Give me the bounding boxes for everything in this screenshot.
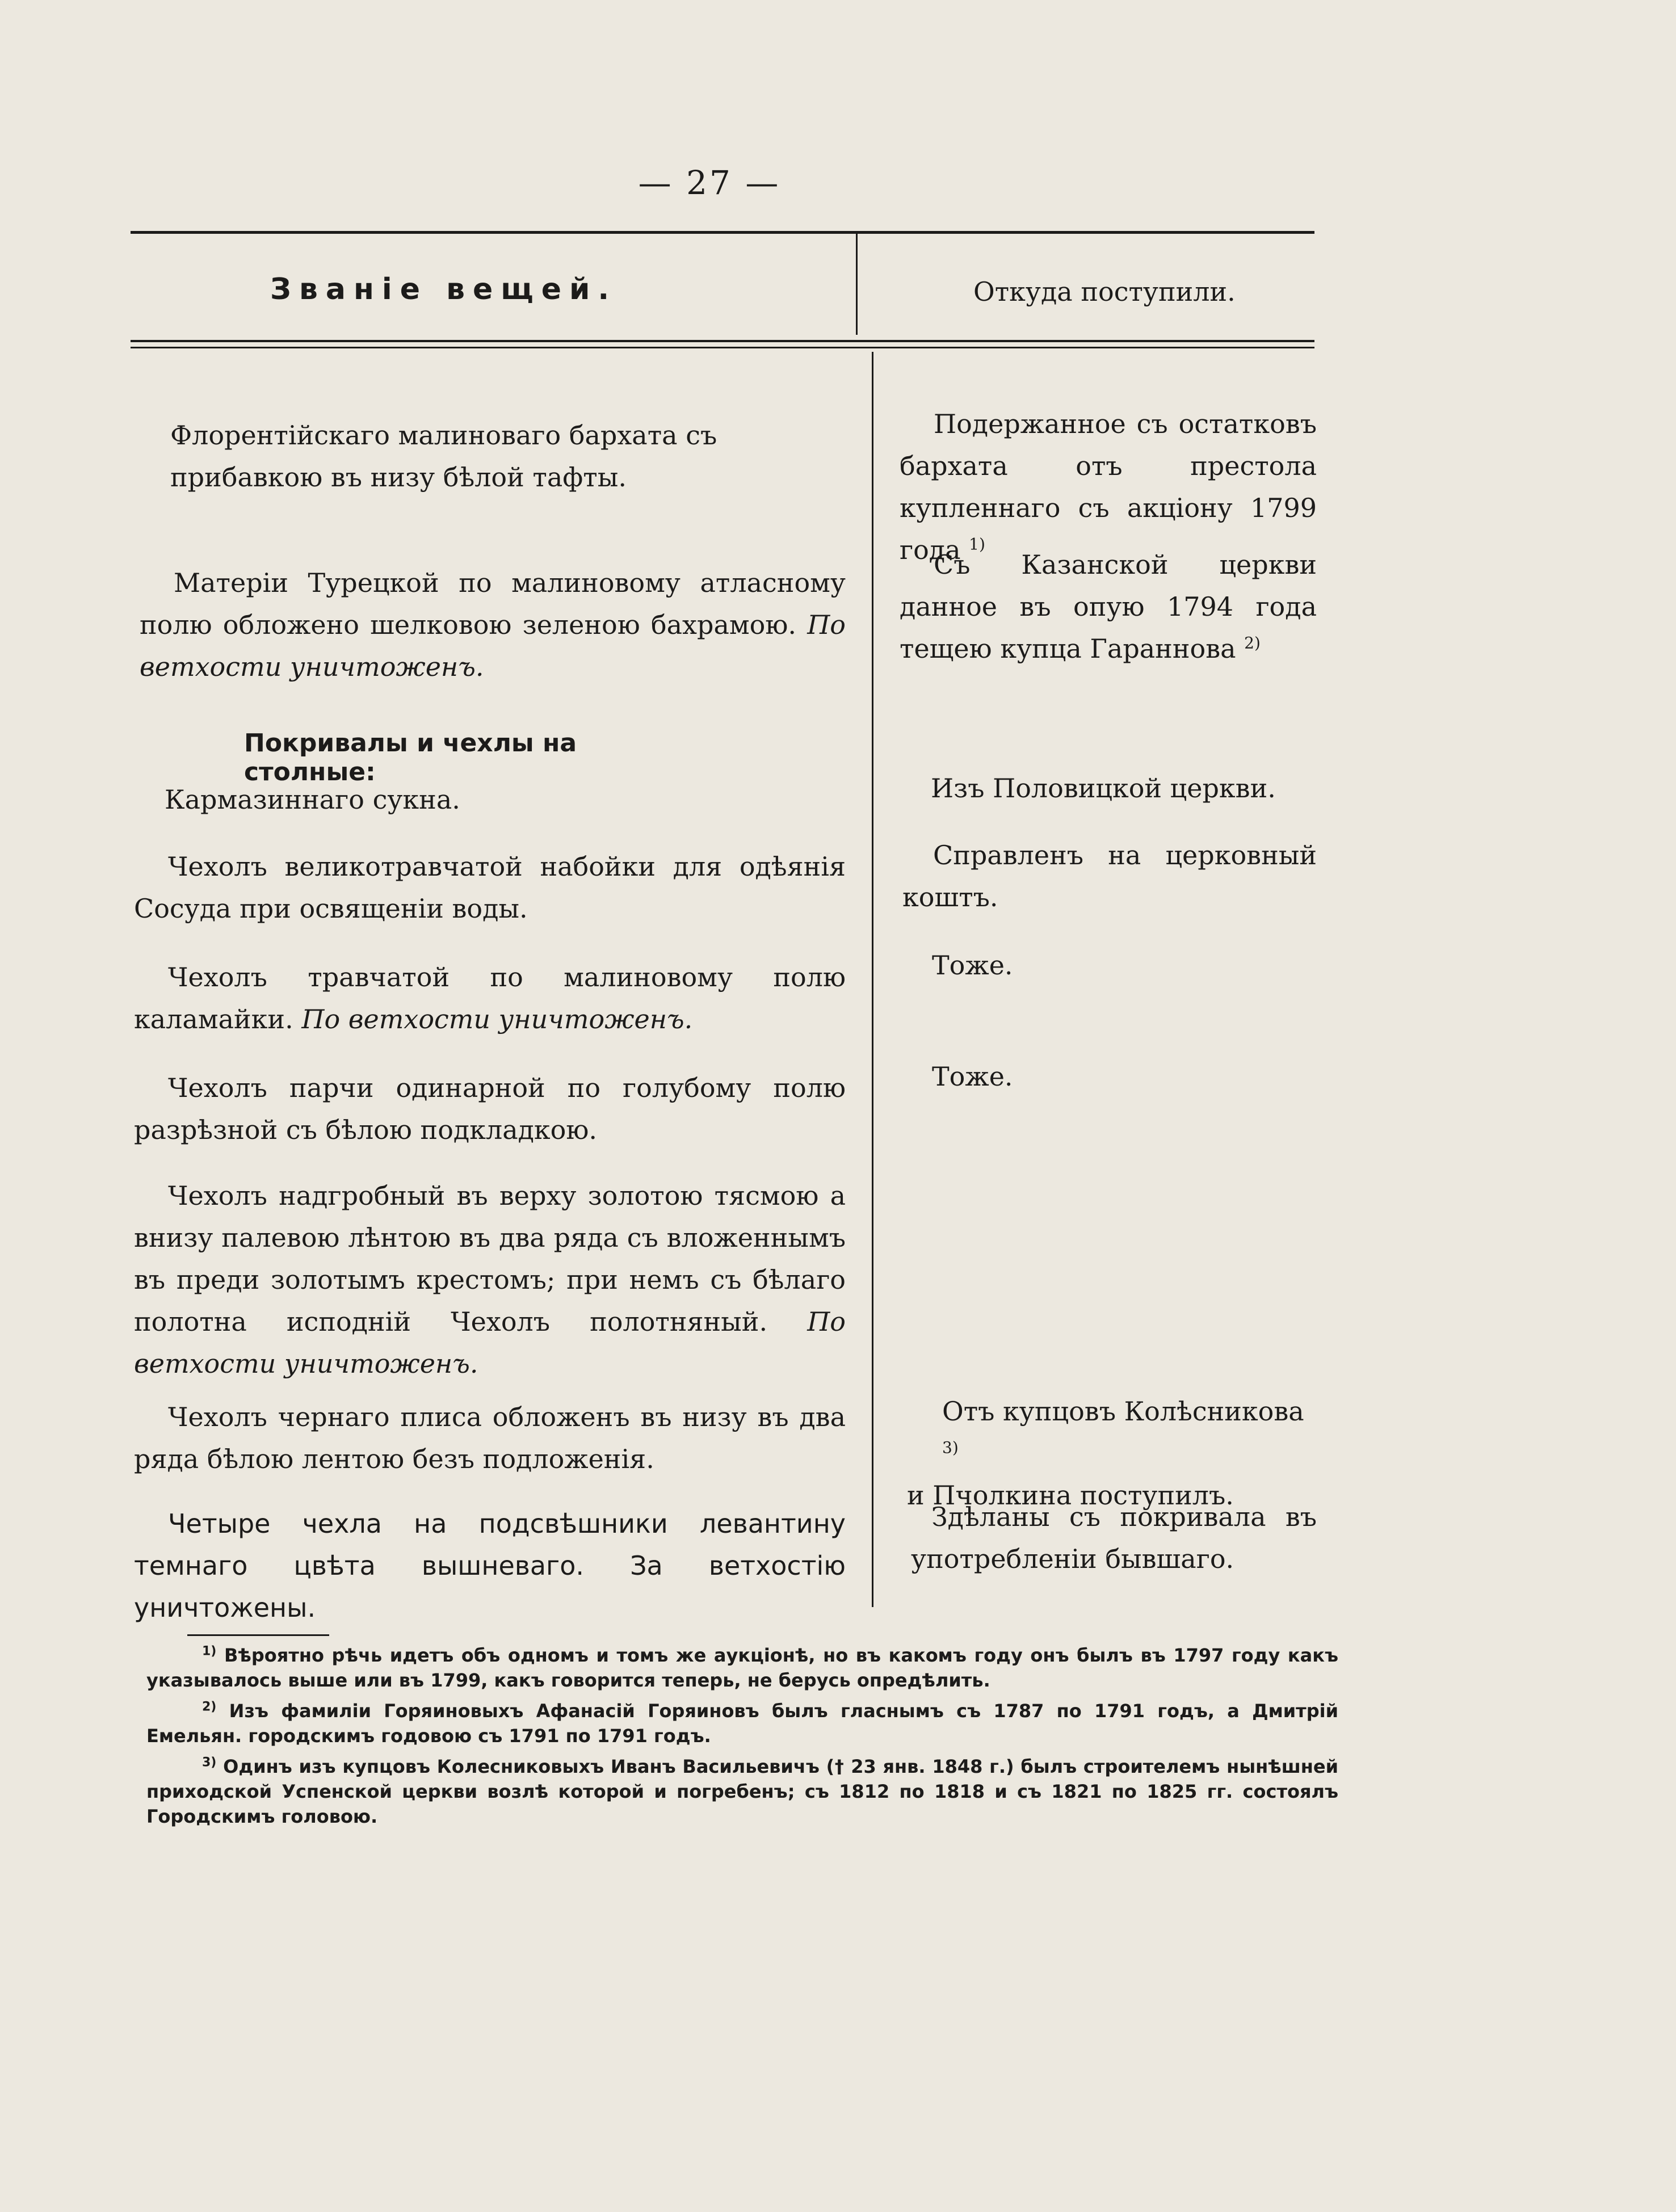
- item-calamanco-cover-text: Чехолъ травчатой по малиновому полю каламайки.: [134, 962, 846, 1034]
- footnote-ref-1: 1): [969, 535, 985, 554]
- footnote-ref-3: 3): [942, 1438, 959, 1457]
- header-rule-lower: [131, 347, 1314, 348]
- item-plush-cover: Чехолъ чернаго плиса обложенъ въ низу въ два ряда бѣлою лентою безъ подложенія.: [134, 1402, 846, 1474]
- item-tomb-cover-note: По ветхости уничтоженъ.: [134, 1306, 846, 1379]
- item-tomb-cover: [134, 1175, 846, 1385]
- page-number: — 27 —: [638, 163, 781, 202]
- item-crimson-cloth: Кармазиннаго сукна.: [165, 784, 460, 815]
- source-church-expense: Справленъ на церковный коштъ.: [902, 840, 1317, 912]
- footnote-text: Вѣроятно рѣчь идетъ объ одномъ и томъ же аукціонѣ, но въ какомъ году онъ былъ въ 1797 году какъ указывалось выше или въ 1799, какъ говорится теперь, не берусь опредѣлить.: [146, 1645, 1339, 1691]
- source-merchants: Отъ купцовъ Колѣсникова $^{3)}$ и Пчолкина поступилъ.: [907, 1396, 1304, 1511]
- footnote-1: [146, 1643, 1338, 1693]
- source-auction-velvet: Подержанное съ остатковъ бархата отъ престола купленнаго съ акціону 1799 года $^{1)}$: [900, 409, 1317, 565]
- header-rule-upper: [131, 340, 1314, 342]
- column-header-items: Званіе вещей.: [270, 272, 618, 306]
- footnote-mark: 1): [202, 1644, 217, 1659]
- item-calamanco-cover-note: По ветхости уничтоженъ.: [301, 1004, 693, 1034]
- source-same-1: Тоже.: [932, 950, 1013, 981]
- item-turkish-fabric: [140, 562, 846, 688]
- footnote-mark: 3): [202, 1755, 217, 1770]
- column-header-source: Откуда поступили.: [973, 276, 1236, 307]
- footnote-mark: 2): [202, 1700, 217, 1714]
- item-tomb-cover-text: Чехолъ надгробный въ верху золотою тясмою а внизу палевою лѣнтою въ два ряда съ вложеннымъ въ преди золотымъ крестомъ; при немъ съ бѣлаго полотна исподній Чехолъ полотняный.: [134, 1180, 846, 1337]
- item-brocade-cover: Чехолъ парчи одинарной по голубому полю разрѣзной съ бѣлою подкладкою.: [134, 1073, 846, 1145]
- footnote-ref-2: 2): [1244, 633, 1261, 653]
- column-divider: [872, 352, 873, 1607]
- footnote-text: Одинъ изъ купцовъ Колесниковыхъ Иванъ Васильевичъ († 23 янв. 1848 г.) былъ строителемъ нынѣшней приходской Успенской церкви возлѣ которой и погребенъ; съ 1812 по 1818 и съ 1821 по 1825 гг. состоялъ Городскимъ головою.: [146, 1756, 1339, 1827]
- header-column-divider: [856, 234, 858, 335]
- item-florentine-velvet: Флорентійскаго малиноваго бархата съ прибавкою въ низу бѣлой тафты.: [170, 420, 717, 493]
- item-calamanco-cover: [134, 956, 846, 1040]
- footnote-separator: [187, 1634, 329, 1636]
- footnote-3: [146, 1754, 1338, 1829]
- source-from-cover: Здѣланы съ покривала въ употребленіи бывшаго.: [911, 1502, 1317, 1574]
- item-printed-cover: Чехолъ великотравчатой набойки для одѣянія Сосуда при освященіи воды.: [134, 851, 846, 924]
- top-rule: [131, 231, 1314, 234]
- source-polovitsk-church: Изъ Половицкой церкви.: [931, 773, 1276, 804]
- footnote-text: Изъ фамиліи Горяиновыхъ Афанасій Горяиновъ былъ гласнымъ съ 1787 по 1791 годъ, а Дмитрій Емельян. городскимъ годовою съ 1791 по 1791 годъ.: [146, 1700, 1339, 1747]
- section-heading: Покривалы и чехлы на столные:: [244, 729, 577, 787]
- item-turkish-fabric-note: По ветхости уничтоженъ.: [140, 609, 846, 682]
- footnote-2: [146, 1698, 1338, 1748]
- source-kazan-church: Съ Казанской церкви данное въ опую 1794 года тещею купца Гараннова $^{2)}$: [900, 549, 1317, 664]
- source-same-2: Тоже.: [932, 1061, 1013, 1092]
- item-turkish-fabric-text: Матеріи Турецкой по малиновому атласному полю обложено шелковою зеленою бахрамою.: [140, 567, 846, 640]
- item-candlestick-covers: Четыре чехла на подсвѣшники левантину темнаго цвѣта вышневаго. За ветхостію уничтожены.: [134, 1508, 846, 1623]
